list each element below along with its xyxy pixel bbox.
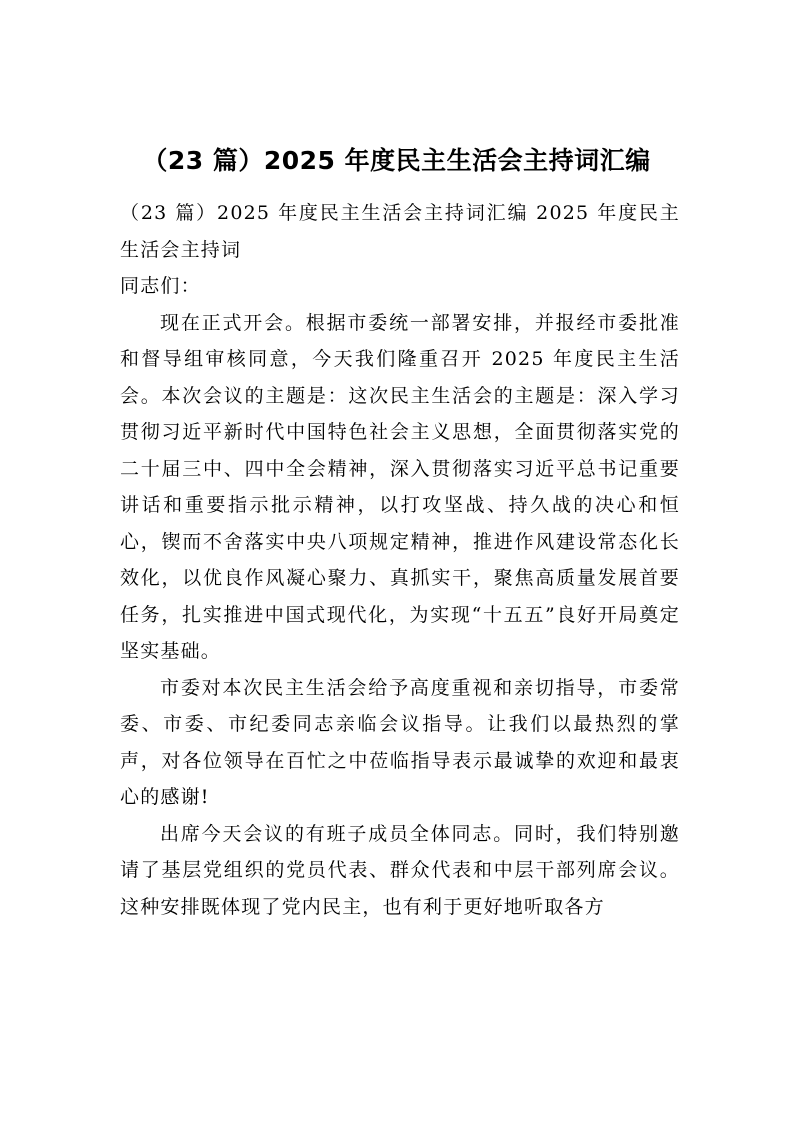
paragraph-welcome: 市委对本次民主生活会给予高度重视和亲切指导，市委常委、市委、市纪委同志亲临会议指导。让我们以最热烈的掌声，对各位领导在百忙之中莅临指导表示最诚挚的欢迎和最衷心的感谢! <box>120 676 680 808</box>
document-title: （23 篇）2025 年度民主生活会主持词汇编 <box>142 145 651 175</box>
paragraph-opening: 现在正式开会。根据市委统一部署安排，并报经市委批准和督导组审核同意，今天我们隆重召开 2025 年度民主生活会。本次会议的主题是：这次民主生活会的主题是：深入学习贯彻习近平新时代中国特色社会主义思想，全面贯彻落实党的二十届三中、四中全会精神，深入贯彻落实习近平总书记重要讲话和重要指示批示精神，以打攻坚战、持久战的决心和恒心，锲而不舍落实中央八项规定精神，推进作风建设常态化长效化，以优良作风凝心聚力、真抓实干，聚焦高质量发展首要任务，扎实推进中国式现代化，为实现“十五五”良好开局奠定坚实基础。 <box>120 311 680 662</box>
document-body <box>120 195 680 925</box>
paragraph-salutation: 同志们： <box>120 275 201 297</box>
paragraph-heading-line: （23 篇）2025 年度民主生活会主持词汇编 2025 年度民主生活会主持词 <box>120 202 680 261</box>
paragraph-attendees: 出席今天会议的有班子成员全体同志。同时，我们特别邀请了基层党组织的党员代表、群众代表和中层干部列席会议。这种安排既体现了党内民主，也有利于更好地听取各方 <box>120 822 680 918</box>
